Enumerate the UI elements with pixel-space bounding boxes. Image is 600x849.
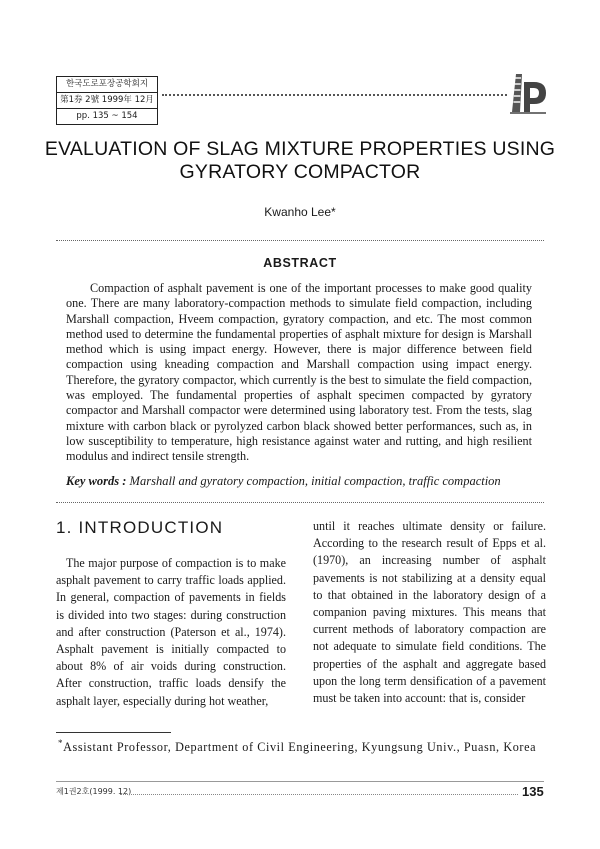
footer-rule — [56, 781, 544, 782]
top-divider — [56, 240, 544, 241]
abstract-heading: ABSTRACT — [263, 256, 337, 270]
keywords-divider — [56, 502, 544, 503]
intro-right-column: until it reaches ultimate density or failure. According to the research result of Epps et al. (1970), an increasing number of asphalt pavements is not stabilizing at a density equal to that obtained in the laboratory design of a companion paving mixtures. This means that current methods of laboratory compaction are not adequate to simulate field conditions. The properties of the asphalt and aggregate based upon the long term densification of a pavement must be taken into account: that is, consider — [313, 519, 546, 706]
journal-pages: pp. 135 ~ 154 — [76, 111, 138, 121]
keywords-line — [66, 474, 536, 489]
society-logo-icon — [508, 72, 548, 116]
footnote-marker: * — [58, 738, 64, 748]
paper-title-line-2: GYRATORY COMPACTOR — [179, 161, 421, 183]
keywords-text: Marshall and gyratory compaction, initial compaction, traffic compaction — [129, 474, 501, 488]
keywords-label: Key words : — [66, 474, 127, 488]
footnote-text: Assistant Professor, Department of Civil Engineering, Kyungsung Univ., Puasn, Korea — [63, 740, 537, 755]
section-heading-introduction: 1. INTRODUCTION — [56, 518, 224, 537]
footnote-rule — [56, 732, 171, 733]
author-affiliation-footnote — [58, 736, 554, 755]
abstract-text: Compaction of asphalt pavement is one of the important processes to make good quality one. There are many laboratory-compaction methods to simulate field compaction, including Marshall compaction, Hveem compaction, gyratory compaction, and etc. The most common method used to determine the fundamental properties of asphalt mixture for design is Marshall method which is using impact energy. However, there is major difference between field compaction using kneading compaction and Marshall compaction using impact energy. Therefore, the gyratory compactor, which currently is the best to simulate the field compaction, was employed. The fundamental properties of asphalt specimen compacted by gyratory compactor and Marshall compactor were determined using laboratory test. From the tests, slag mixture with carbon black or pyrolyzed carbon black showed better performances, such as, in low susceptibility to temperature, high resistance against water and rutting, and high resilient modulus and indirect tensile strength. — [66, 281, 532, 464]
footer-dotted-leader — [120, 794, 518, 795]
journal-name: 한국도로포장공학회지 — [57, 77, 157, 93]
running-head: 제1권2호(1999. 12) — [56, 787, 132, 796]
paper-title-line-1: EVALUATION OF SLAG MIXTURE PROPERTIES USING — [44, 138, 556, 160]
author-name: Kwanho Lee* — [264, 205, 336, 219]
journal-info-box — [56, 76, 158, 125]
page-number: 135 — [522, 784, 544, 799]
header-dotted-divider — [162, 94, 507, 96]
journal-volume-issue: 第1券 2號 1999年 12月 — [57, 93, 157, 109]
intro-left-column: The major purpose of compaction is to make asphalt pavement to carry traffic loads applied. In general, compaction of pavements in fields is divided into two stages: during construction and after construction (Paterson et al., 1974). Asphalt pavement is initially compacted to about 8% of air voids during construction. After construction, traffic loads densify the asphalt layer, especially during hot weather, — [56, 556, 286, 708]
